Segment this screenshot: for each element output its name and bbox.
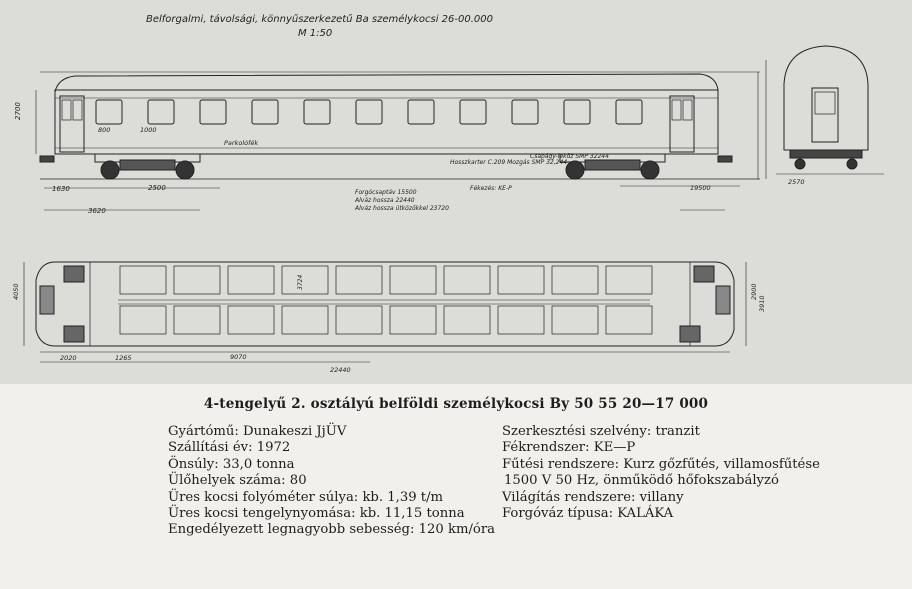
compartment-seats: [120, 266, 166, 294]
dim-9070: 9070: [230, 353, 247, 361]
side-window: [96, 100, 122, 124]
spec-axle-load: Üres kocsi tengelynyomása: kb. 11,15 tonna: [168, 506, 465, 522]
spec-delivery-year: Szállítási év: 1972: [168, 440, 291, 456]
compartment-seats: [174, 266, 220, 294]
compartment-seats: [282, 306, 328, 334]
side-windows: [96, 100, 642, 124]
dim-2570: 2570: [788, 178, 805, 186]
note-szekreny: Alváz hossza ütközőkkel 23720: [355, 205, 449, 212]
compartment-seats: [390, 306, 436, 334]
spec-seats: Ülőhelyek száma: 80: [168, 473, 307, 489]
spec-brake-system: Fékrendszer: KE—P: [502, 440, 636, 456]
dim-800: 800: [98, 126, 111, 134]
compartment-seats: [228, 266, 274, 294]
dim-22440: 22440: [330, 366, 351, 374]
note-forgocsap: Forgócsaptáv 15500: [355, 189, 417, 196]
compartment-seats: [606, 306, 652, 334]
side-window: [252, 100, 278, 124]
compartment-seats: [336, 266, 382, 294]
spec-heating: Fűtési rendszere: Kurz gőzfűtés, villamosfűtése: [502, 456, 820, 472]
compartment-seats: [606, 266, 652, 294]
note-csapagy: Csapágy-leköz SMP 32244: [530, 153, 609, 160]
dim-2020: 2020: [60, 354, 77, 362]
compartment-seats: [228, 306, 274, 334]
caption-title: 4-tengelyű 2. osztályú belföldi személykocsi By 50 55 20—17 000: [203, 396, 709, 412]
spec-heating-cont: 1500 V 50 Hz, önműködő hőfokszabályzó: [504, 473, 779, 489]
side-elevation: [36, 60, 766, 210]
spec-manufacturer: Gyártómű: Dunakeszi JjÜV: [168, 424, 347, 439]
side-door-left: [60, 96, 84, 152]
dim-2500: 2500: [148, 184, 166, 192]
side-window: [148, 100, 174, 124]
spec-tare-weight: Önsúly: 33,0 tonna: [168, 456, 295, 472]
side-window: [304, 100, 330, 124]
plan-view: [24, 262, 746, 362]
dim-1265: 1265: [115, 354, 132, 362]
dim-4050: 4050: [12, 283, 20, 300]
compartment-seats: [390, 266, 436, 294]
side-window: [460, 100, 486, 124]
compartment-seats: [444, 306, 490, 334]
side-window: [512, 100, 538, 124]
spec-lighting: Világítás rendszere: villany: [502, 489, 684, 505]
dim-1630: 1630: [52, 185, 70, 193]
dim-3620: 3620: [88, 207, 106, 215]
side-window: [200, 100, 226, 124]
note-parkolo: Parkolófék: [224, 139, 259, 147]
note-bremse: Hosszkarter C.209 Mozgás SMP 32,244: [450, 159, 568, 166]
dim-3724: 3724: [297, 274, 304, 290]
compartment-seats: [498, 266, 544, 294]
side-window: [616, 100, 642, 124]
drawing-title: Belforgalmi, távolsági, könnyűszerkezetű Ba személykocsi 26-00.000: [146, 14, 493, 25]
note-fekezes: Fékezés: KE-P: [470, 185, 512, 192]
side-door-right: [670, 96, 694, 152]
spec-weight-per-meter: Üres kocsi folyóméter súlya: kb. 1,39 t/m: [168, 489, 444, 505]
specs-right: [502, 424, 820, 522]
compartment-seats: [336, 306, 382, 334]
dim-2900: 2900: [750, 283, 758, 300]
dim-1000: 1000: [140, 126, 157, 134]
compartment-seats: [174, 306, 220, 334]
side-window: [408, 100, 434, 124]
dim-height: 2700: [14, 102, 22, 120]
compartment-seats: [282, 266, 328, 294]
bogie-left: [95, 154, 200, 179]
compartment-seats: [552, 306, 598, 334]
spec-max-speed: Engedélyezett legnagyobb sebesség: 120 km/óra: [168, 522, 495, 538]
compartment-seats: [444, 266, 490, 294]
drawing-scale: M 1:50: [298, 28, 333, 39]
spec-loading-gauge: Szerkesztési szelvény: tranzit: [502, 424, 700, 439]
spec-bogie-type: Forgóváz típusa: KALÁKA: [502, 506, 674, 522]
dim-19500: 19500: [690, 184, 711, 192]
compartment-seats: [552, 266, 598, 294]
compartment-seats: [498, 306, 544, 334]
side-window: [564, 100, 590, 124]
side-window: [356, 100, 382, 124]
dim-3910: 3910: [758, 295, 766, 312]
note-alvaz: Alváz hossza 22440: [355, 197, 415, 204]
end-view: [776, 46, 884, 174]
compartment-seats: [120, 306, 166, 334]
specs-left: [168, 424, 495, 539]
